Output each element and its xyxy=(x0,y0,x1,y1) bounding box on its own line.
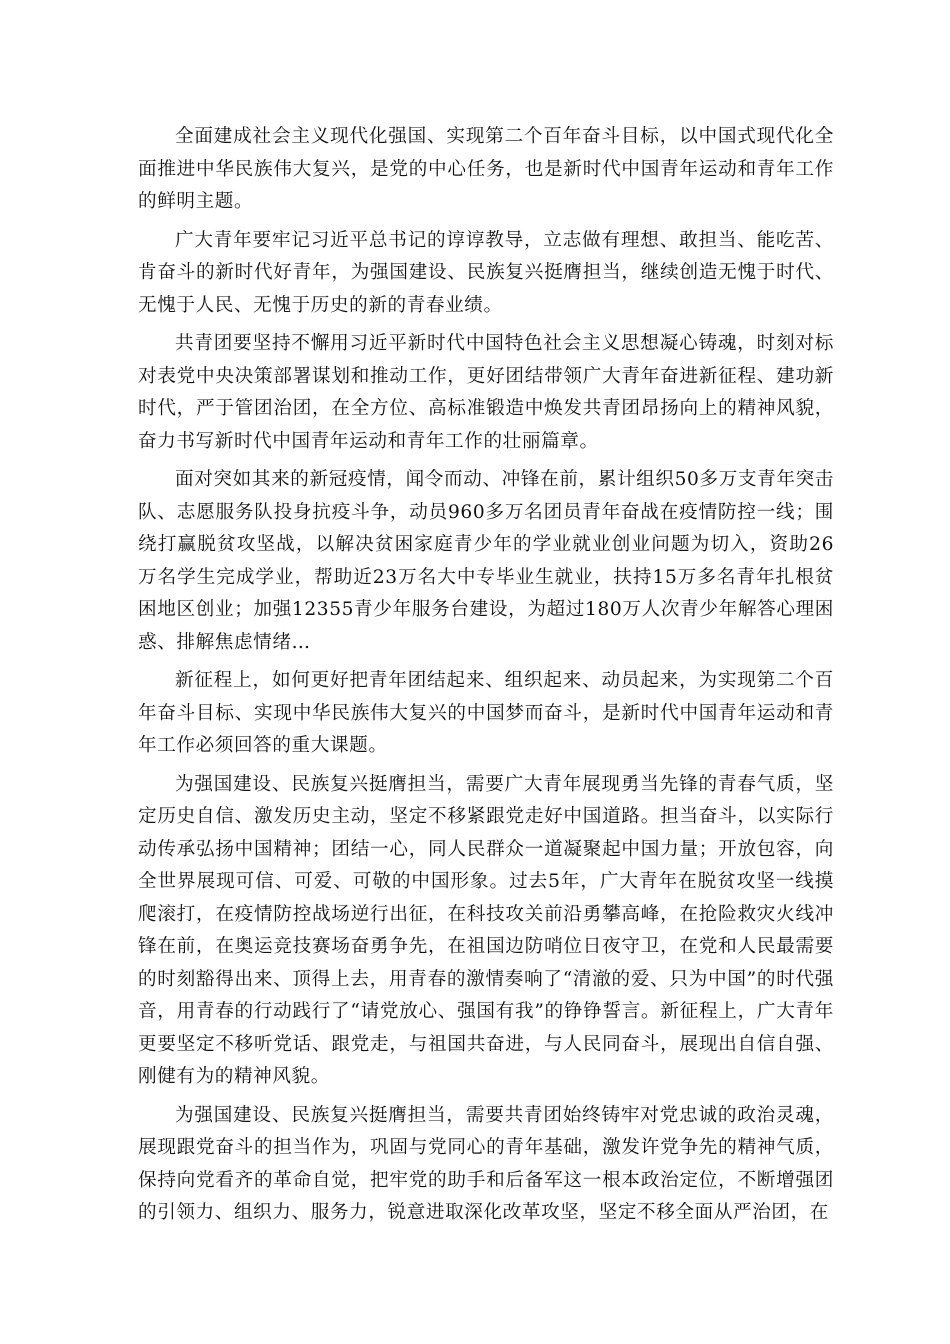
document-page xyxy=(138,121,834,1236)
paragraph-3: 共青团要坚持不懈用习近平新时代中国特色社会主义思想凝心铸魂，时刻对标对表党中央决策部署谋划和推动工作，更好团结带领广大青年奋进新征程、建功新时代，严于管团治团，在全方位、高标准锻造中焕发共青团昂扬向上的精神风貌，奋力书写新时代中国青年运动和青年工作的壮丽篇章。 xyxy=(138,333,834,452)
paragraph-2: 广大青年要牢记习近平总书记的谆谆教导，立志做有理想、敢担当、能吃苦、肯奋斗的新时代好青年，为强国建设、民族复兴挺膺担当，继续创造无愧于时代、无愧于人民、无愧于历史的新的青春业绩。 xyxy=(138,229,834,316)
paragraph-6: 为强国建设、民族复兴挺膺担当，需要广大青年展现勇当先锋的青春气质，坚定历史自信、激发历史主动，坚定不移紧跟党走好中国道路。担当奋斗，以实际行动传承弘扬中国精神；团结一心，同人民群众一道凝聚起中国力量；开放包容，向全世界展现可信、可爱、可敬的中国形象。过去5年，广大青年在脱贫攻坚一线摸爬滚打，在疫情防控战场逆行出征，在科技攻关前沿勇攀高峰，在抢险救灾火线冲锋在前，在奥运竞技赛场奋勇争先，在祖国边防哨位日夜守卫，在党和人民最需要的时刻豁得出来、顶得上去，用青春的激情奏响了“清澈的爱、只为中国”的时代强音，用青春的行动践行了“请党放心、强国有我”的铮铮誓言。新征程上，广大青年更要坚定不移听党话、跟党走，与祖国共奋进，与人民同奋斗，展现出自信自强、刚健有为的精神风貌。 xyxy=(138,773,834,1087)
paragraph-1: 全面建成社会主义现代化强国、实现第二个百年奋斗目标，以中国式现代化全面推进中华民族伟大复兴，是党的中心任务，也是新时代中国青年运动和青年工作的鲜明主题。 xyxy=(138,126,834,212)
paragraph-5: 新征程上，如何更好把青年团结起来、组织起来、动员起来，为实现第二个百年奋斗目标、实现中华民族伟大复兴的中国梦而奋斗，是新时代中国青年运动和青年工作必须回答的重大课题。 xyxy=(138,670,834,756)
paragraph-4: 面对突如其来的新冠疫情，闻令而动、冲锋在前，累计组织50多万支青年突击队、志愿服务队投身抗疫斗争，动员960多万名团员青年奋战在疫情防控一线；围绕打赢脱贫攻坚战，以解决贫困家庭青少年的学业就业创业问题为切入，资助26万名学生完成学业，帮助近23万名大中专毕业生就业，扶持15万多名青年扎根贫困地区创业；加强12355青少年服务台建设，为超过180万人次青少年解答心理困惑、排解焦虑情绪… xyxy=(138,469,834,653)
paragraph-7: 为强国建设、民族复兴挺膺担当，需要共青团始终铸牢对党忠诚的政治灵魂，展现跟党奋斗的担当作为，巩固与党同心的青年基础，激发许党争先的精神气质，保持向党看齐的革命自觉，把牢党的助手和后备军这一根本政治定位，不断增强团的引领力、组织力、服务力，锐意进取深化改革攻坚，坚定不移全面从严治团，在 xyxy=(138,1104,834,1223)
